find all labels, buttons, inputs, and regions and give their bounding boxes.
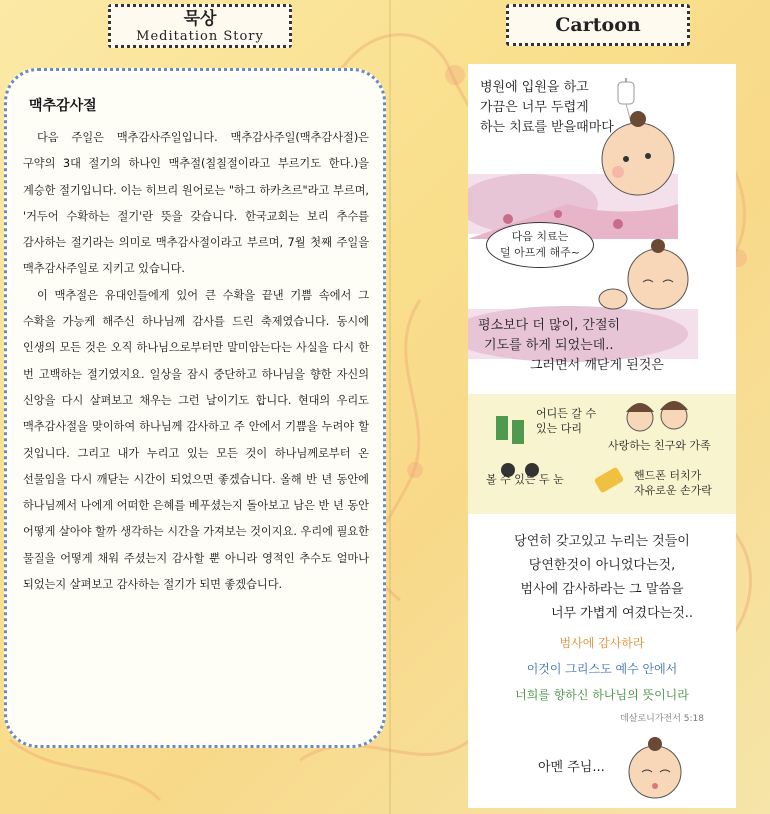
verse-reference: 데살로니가전서 5:18	[620, 714, 704, 724]
page-fold-line	[389, 0, 391, 814]
meditation-header-subtitle: Meditation Story	[136, 29, 264, 44]
thought-bubble: 다음 치료는 덜 아프게 해주~	[486, 222, 594, 268]
meditation-story-card	[4, 68, 386, 748]
meditation-header-title: 묵상	[183, 9, 217, 29]
cartoon-panel	[468, 64, 736, 808]
cartoon-header	[506, 4, 690, 46]
cartoon-header-title: Cartoon	[555, 14, 641, 36]
amen-text: 아멘 주님...	[538, 760, 605, 775]
blessings-panel	[468, 394, 736, 514]
cartoon-panel3-text: 당연히 갖고있고 누리는 것들이 당연한것이 아니었다는것, 범사에 감사하라는 그 말씀을 너무 가볍게 여겼다는것..	[514, 534, 694, 621]
story-title: 맥추감사절	[29, 98, 97, 114]
story-paragraph-2: 이 맥추절은 유대인들에게 있어 큰 수확을 끝낸 기쁨 속에서 그 수확을 가능케 해주신 하나님께 감사를 드린 축제였습니다. 동시에 인생의 모든 것은 오직 하나님으로부터만 말미암는다는 사실을 다시 한 번 고백하는 절기였지요. 일상을 잠시 중단하고 하나님을 향한 자신의 신앙을 다시 살펴보고 채우는 그런 날이기도 합니다. 현대의 우리도 맥추감사절을 맞이하여 하나님께 감사하고 주 안에서 기쁨을 누려야 할 것입니다. 그리고 내가 누리고 있는 모든 것이 하나님께로부터 온 선물임을 다시 깨닫는 시간이 되었으면 좋겠습니다. 올해 반 년 동안에 하나님께서 나에게 어떠한 은혜를 베푸셨는지 돌아보고 남은 반 년 동안 어떻게 살아야 할까 생각하는 시간을 가져보는 것이지요. 우리에 필요한 물질을 어떻게 채워 주셨는지 감사할 뿐 아니라 영적인 추수도 얼마나 되었는지 살펴보고 감사하는 절기가 되면 좋겠습니다.	[23, 288, 369, 592]
verse-line-2: 이것이 그리스도 예수 안에서	[526, 662, 678, 676]
story-paragraph-1: 다음 주일은 맥추감사주일입니다. 맥추감사주일(맥추감사절)은 구약의 3대 절기의 하나인 맥추절(칠칠절이라고 부르기도 한다.)을 계승한 절기입니다. 이는 히브리 원어로는 "하그 하카츠르"라고 부르며, '거두어 수확하는 절기'란 뜻을 갖습니다. 한국교회는 보리 추수를 감사하는 절기라는 의미로 맥추감사절이라고 부르며, 7월 첫째 주일을 맥추감사주일로 지키고 있습니다.	[23, 131, 369, 276]
praying-character-illustration	[620, 732, 690, 804]
label-legs: 어디든 갈 수 있는 다리	[536, 407, 597, 435]
cartoon-panel1-text: 병원에 입원을 하고 가끔은 너무 두렵게 하는 치료를 받을때마다	[480, 80, 614, 135]
verse-line-3: 너희를 향하신 하나님의 뜻이니라	[515, 688, 689, 702]
label-friends: 사랑하는 친구와 가족	[608, 439, 711, 452]
label-hands: 핸드폰 터치가 자유로운 손가락	[634, 469, 712, 497]
label-eyes: 볼 수 있는 두 눈	[486, 473, 564, 486]
verse-line-1: 범사에 감사하라	[559, 636, 645, 650]
cartoon-panel2-text: 평소보다 더 많이, 간절히 기도를 하게 되었는데.. 그러면서 깨닫게 된것은	[478, 318, 664, 373]
meditation-header	[108, 4, 292, 48]
